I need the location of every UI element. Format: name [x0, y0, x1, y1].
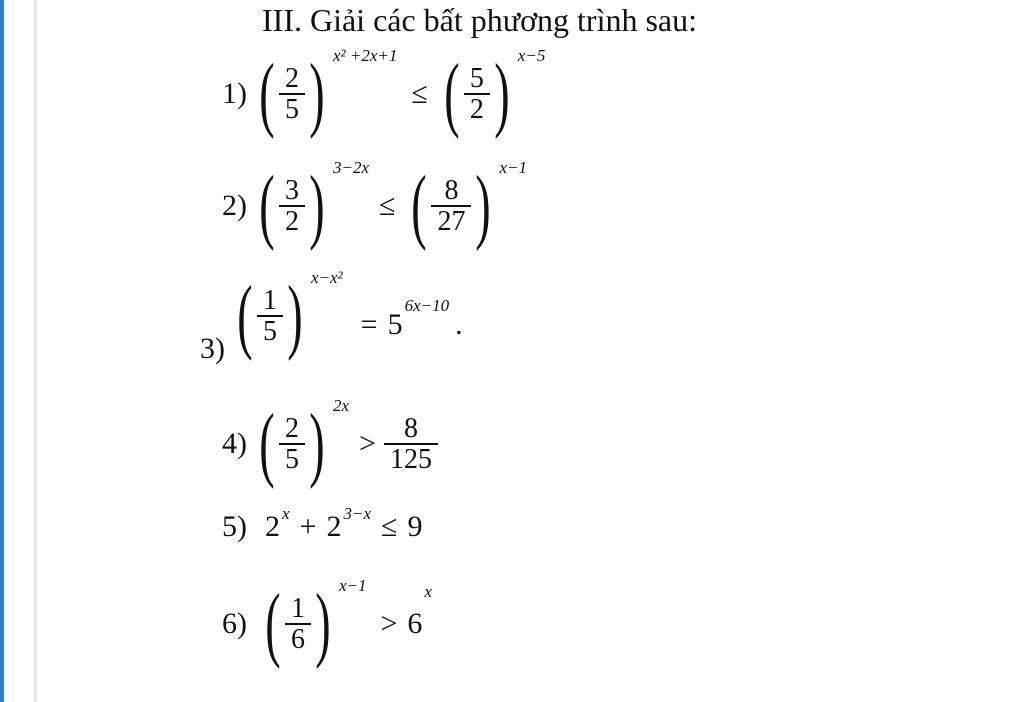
problem-number: 5)	[222, 510, 247, 543]
left-base: ( $\frac{2}{5}$ )	[259, 397, 325, 490]
exponent: x	[282, 504, 290, 523]
exponent: 3−x	[343, 504, 371, 523]
right-base: ( $\frac{8}{27}$ )	[411, 159, 492, 252]
operator: ≤	[411, 77, 428, 110]
fraction: $\frac{2}{5}$	[279, 64, 305, 125]
operator: >	[359, 427, 376, 460]
problem-number: 1)	[222, 77, 247, 110]
fraction: $\frac{8}{125}$	[384, 414, 438, 475]
left-base: ( $\frac{1}{6}$ )	[265, 577, 331, 670]
operator: ≤	[381, 510, 398, 543]
exponent: x² +2x+1	[332, 46, 398, 65]
plus-sign: +	[299, 510, 317, 543]
rhs-value: 9	[407, 510, 423, 543]
exponent: 3−2x	[332, 158, 369, 177]
problem-6	[222, 576, 432, 670]
exponent: x−1	[338, 576, 367, 595]
problem-1	[222, 46, 546, 140]
problem-number: 6)	[222, 607, 247, 640]
operator: ≤	[379, 189, 396, 222]
exponent: x	[424, 582, 432, 601]
left-base: ( $\frac{1}{5}$ )	[237, 269, 303, 362]
problem-number: 3)	[200, 332, 225, 365]
exponent: x−x²	[310, 268, 343, 287]
exponent: x−1	[499, 158, 527, 177]
problem-5	[222, 504, 423, 544]
term-base: 2	[326, 510, 342, 543]
exponent: x−5	[517, 46, 546, 65]
section-title: III. Giải các bất phương trình sau:	[262, 2, 698, 38]
left-base: ( $\frac{3}{2}$ )	[259, 159, 325, 252]
fraction: $\frac{5}{2}$	[464, 64, 490, 125]
period: .	[455, 308, 463, 341]
fraction: $\frac{3}{2}$	[279, 176, 305, 237]
exponent: 6x−10	[404, 296, 450, 315]
fraction: $\frac{8}{27}$	[431, 176, 471, 237]
right-base: ( $\frac{5}{2}$ )	[444, 47, 510, 140]
fraction: $\frac{1}{6}$	[285, 594, 311, 655]
left-base: ( $\frac{2}{5}$ )	[259, 47, 325, 140]
problem-4	[222, 396, 436, 490]
base: 6	[407, 607, 423, 640]
term-base: 2	[265, 510, 280, 543]
operator: =	[360, 308, 378, 341]
problem-3	[200, 268, 463, 365]
problem-number: 4)	[222, 427, 247, 460]
problem-2	[222, 158, 527, 252]
fraction: $\frac{2}{5}$	[279, 414, 305, 475]
fraction: $\frac{1}{5}$	[257, 286, 283, 347]
exponent: 2x	[332, 396, 350, 415]
base: 5	[387, 308, 403, 341]
problem-number: 2)	[222, 189, 247, 222]
operator: >	[380, 607, 398, 640]
